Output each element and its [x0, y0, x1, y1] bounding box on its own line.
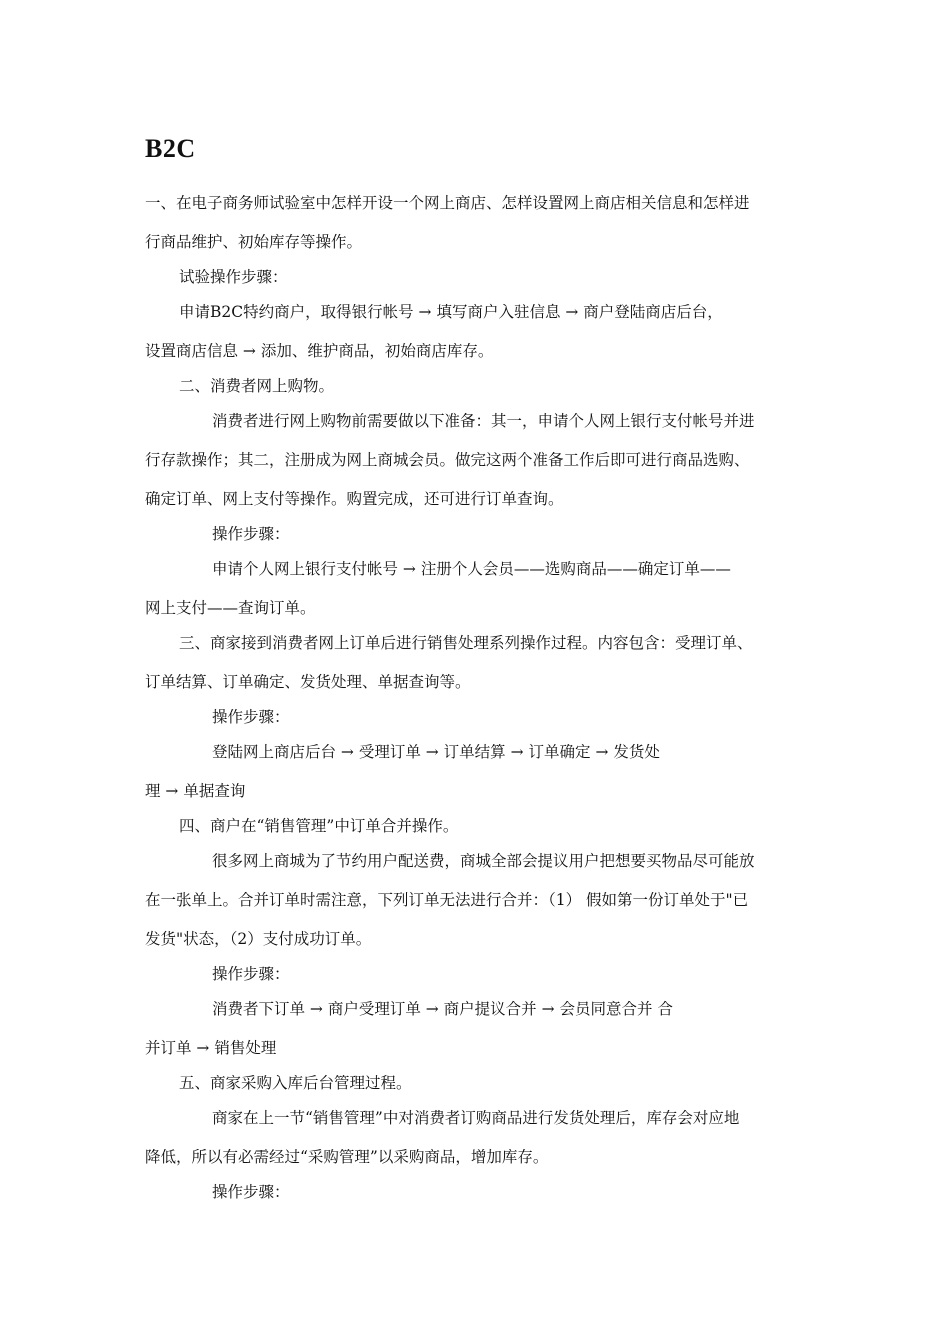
paragraph-line: 订单结算、订单确定、发货处理、单据查询等。 [145, 673, 471, 691]
paragraph-line: 行商品维护、初始库存等操作。 [145, 233, 363, 251]
paragraph-line: 很多网上商城为了节约用户配送费，商城全部会提议用户把想要买物品尽可能放 [212, 852, 755, 870]
paragraph-line: 并订单 → 销售处理 [145, 1039, 277, 1057]
section-heading: 四、商户在“销售管理”中订单合并操作。 [179, 817, 459, 835]
paragraph-line: 一、在电子商务师试验室中怎样开设一个网上商店、怎样设置网上商店相关信息和怎样进 [145, 194, 750, 212]
section-heading: 五、商家采购入库后台管理过程。 [179, 1074, 412, 1092]
paragraph-line: 申请个人网上银行支付帐号 → 注册个人会员——选购商品——确定订单—— [212, 560, 731, 578]
paragraph-line: 商家在上一节“销售管理”中对消费者订购商品进行发货处理后，库存会对应地 [212, 1109, 740, 1127]
steps-label: 操作步骤： [212, 965, 290, 983]
paragraph-line: 理 → 单据查询 [145, 782, 246, 800]
paragraph-line: 网上支付——查询订单。 [145, 599, 316, 617]
paragraph-line: 登陆网上商店后台 → 受理订单 → 订单结算 → 订单确定 → 发货处 [212, 743, 660, 761]
paragraph-line: 行存款操作；其二，注册成为网上商城会员。做完这两个准备工作后即可进行商品选购、 [145, 451, 750, 469]
paragraph-line: 消费者下订单 → 商户受理订单 → 商户提议合并 → 会员同意合并 合 [212, 1000, 673, 1018]
steps-label: 操作步骤： [212, 525, 290, 543]
paragraph-line: 发货"状态，（2）支付成功订单。 [145, 930, 372, 948]
paragraph-line: 确定订单、网上支付等操作。购置完成，还可进行订单查询。 [145, 490, 564, 508]
paragraph-line: 设置商店信息 → 添加、维护商品，初始商店库存。 [145, 342, 494, 360]
section-heading: 三、商家接到消费者网上订单后进行销售处理系列操作过程。内容包含：受理订单、 [179, 634, 753, 652]
document-title: B2C [145, 134, 196, 163]
steps-label: 操作步骤： [212, 708, 290, 726]
section-heading: 二、消费者网上购物。 [179, 377, 335, 395]
paragraph-line: 试验操作步骤： [179, 268, 288, 286]
steps-label: 操作步骤： [212, 1183, 290, 1201]
paragraph-line: 申请B2C特约商户，取得银行帐号 → 填写商户入驻信息 → 商户登陆商店后台， [179, 303, 723, 321]
paragraph-line: 在一张单上。合并订单时需注意，下列订单无法进行合并：（1） 假如第一份订单处于"已 [145, 891, 749, 909]
paragraph-line: 降低，所以有必需经过“采购管理”以采购商品，增加库存。 [145, 1148, 549, 1166]
paragraph-line: 消费者进行网上购物前需要做以下准备：其一，申请个人网上银行支付帐号并进 [212, 412, 755, 430]
